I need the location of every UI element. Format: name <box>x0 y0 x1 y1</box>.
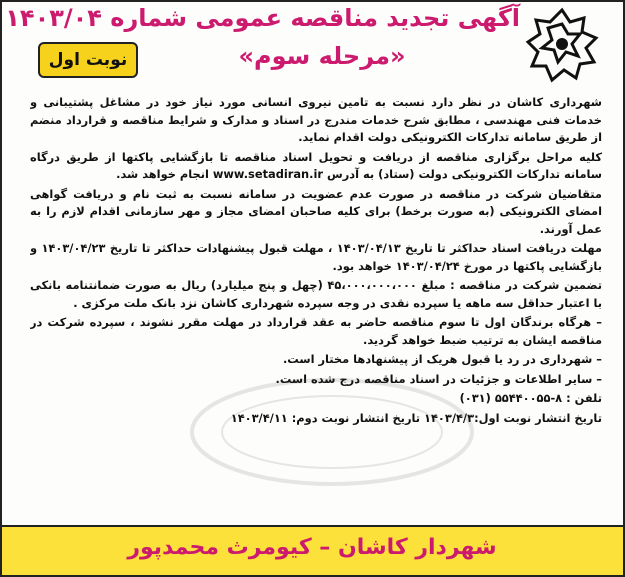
round-badge: نوبت اول <box>38 42 138 78</box>
portal-text-start: کلیه مراحل برگزاری مناقصه از دریافت و تحویل اسناد مناقصه تا بازگشایی پاکتها از طریق درگاه سامانه تدارکات الکترونیکی دولت (ستاد) به آدرس <box>30 149 602 181</box>
publish-dates-line: تاریخ انتشار نوبت اول:۱۴۰۳/۴/۳ تاریخ انتشار نوبت دوم: ۱۴۰۳/۴/۱۱ <box>230 410 602 425</box>
signature-bar <box>2 525 623 575</box>
details-paragraph: – سایر اطلاعات و جزئیات در اسناد مناقصه درج شده است. <box>275 371 602 386</box>
municipality-logo-icon <box>522 4 602 84</box>
deadlines-paragraph: مهلت دریافت اسناد حداکثر تا تاریخ ۱۴۰۳/۰۴/۱۳ ، مهلت قبول پیشنهادات حداکثر تا تاریخ ۱۴۰۳/۰۴/۲۳ و بازگشایی پاکتها در مورخ ۱۴۰۳/۰۴/۲۴ خواهد بود. <box>30 241 602 273</box>
registration-paragraph: متقاضیان شرکت در مناقصه در صورت عدم عضویت در سامانه نسبت به ثبت نام و دریافت گواهی امضای الکترونیکی (به صورت برخط) برای کلیه صاحبان امضای مجاز و مهر سازمانی اقدام لازم را به عمل آورند. <box>30 186 602 236</box>
setad-url-link[interactable]: www.setadiran.ir <box>212 167 324 181</box>
intro-paragraph: شهرداری کاشان در نظر دارد نسبت به تامین نیروی انسانی مورد نیاز خود در مشاغل پشتیبانی و خدمات فنی مهندسی ، مطابق شرح خدمات مندرج در اسناد و مدارک و شرایط مناقصه و قرارداد منضم از طریق سامانه تدارکات الکترونیکی دولت اقدام نماید. <box>30 95 602 144</box>
forfeit-paragraph: – هرگاه برندگان اول تا سوم مناقصه حاضر به عقد قرارداد در مهلت مقرر نشوند ، سپرده شرکت در مناقصه ایشان به ترتیب ضبط خواهد گردید. <box>30 315 602 347</box>
notice-subtitle: «مرحله سوم» <box>238 42 406 70</box>
guarantee-paragraph: تضمین شرکت در مناقصه : مبلغ ۴۵،۰۰۰،۰۰۰،۰۰۰ (چهل و پنج میلیارد) ریال به صورت ضمانتنامه بانکی با اعتبار حداقل سه ماهه یا سپرده نقدی در وجه سپرده شهرداری کاشان نزد بانک ملت مرکزی . <box>30 278 602 310</box>
notice-header <box>2 2 625 90</box>
notice-title: آگهی تجدید مناقصه عمومی شماره ۱۴۰۳/۰۴ <box>5 4 520 32</box>
mayor-signature: شهردار کاشان – کیومرث محمدپور <box>127 535 497 560</box>
portal-paragraph <box>30 149 602 184</box>
acceptance-paragraph: – شهرداری در رد یا قبول هریک از پیشنهادها مختار است. <box>282 352 602 366</box>
portal-text-end: انجام خواهد شد. <box>116 167 209 181</box>
phone-line: تلفن : ۸-۵۵۴۴۰۰۵۵ (۰۳۱) <box>459 391 602 405</box>
notice-body <box>30 94 602 506</box>
